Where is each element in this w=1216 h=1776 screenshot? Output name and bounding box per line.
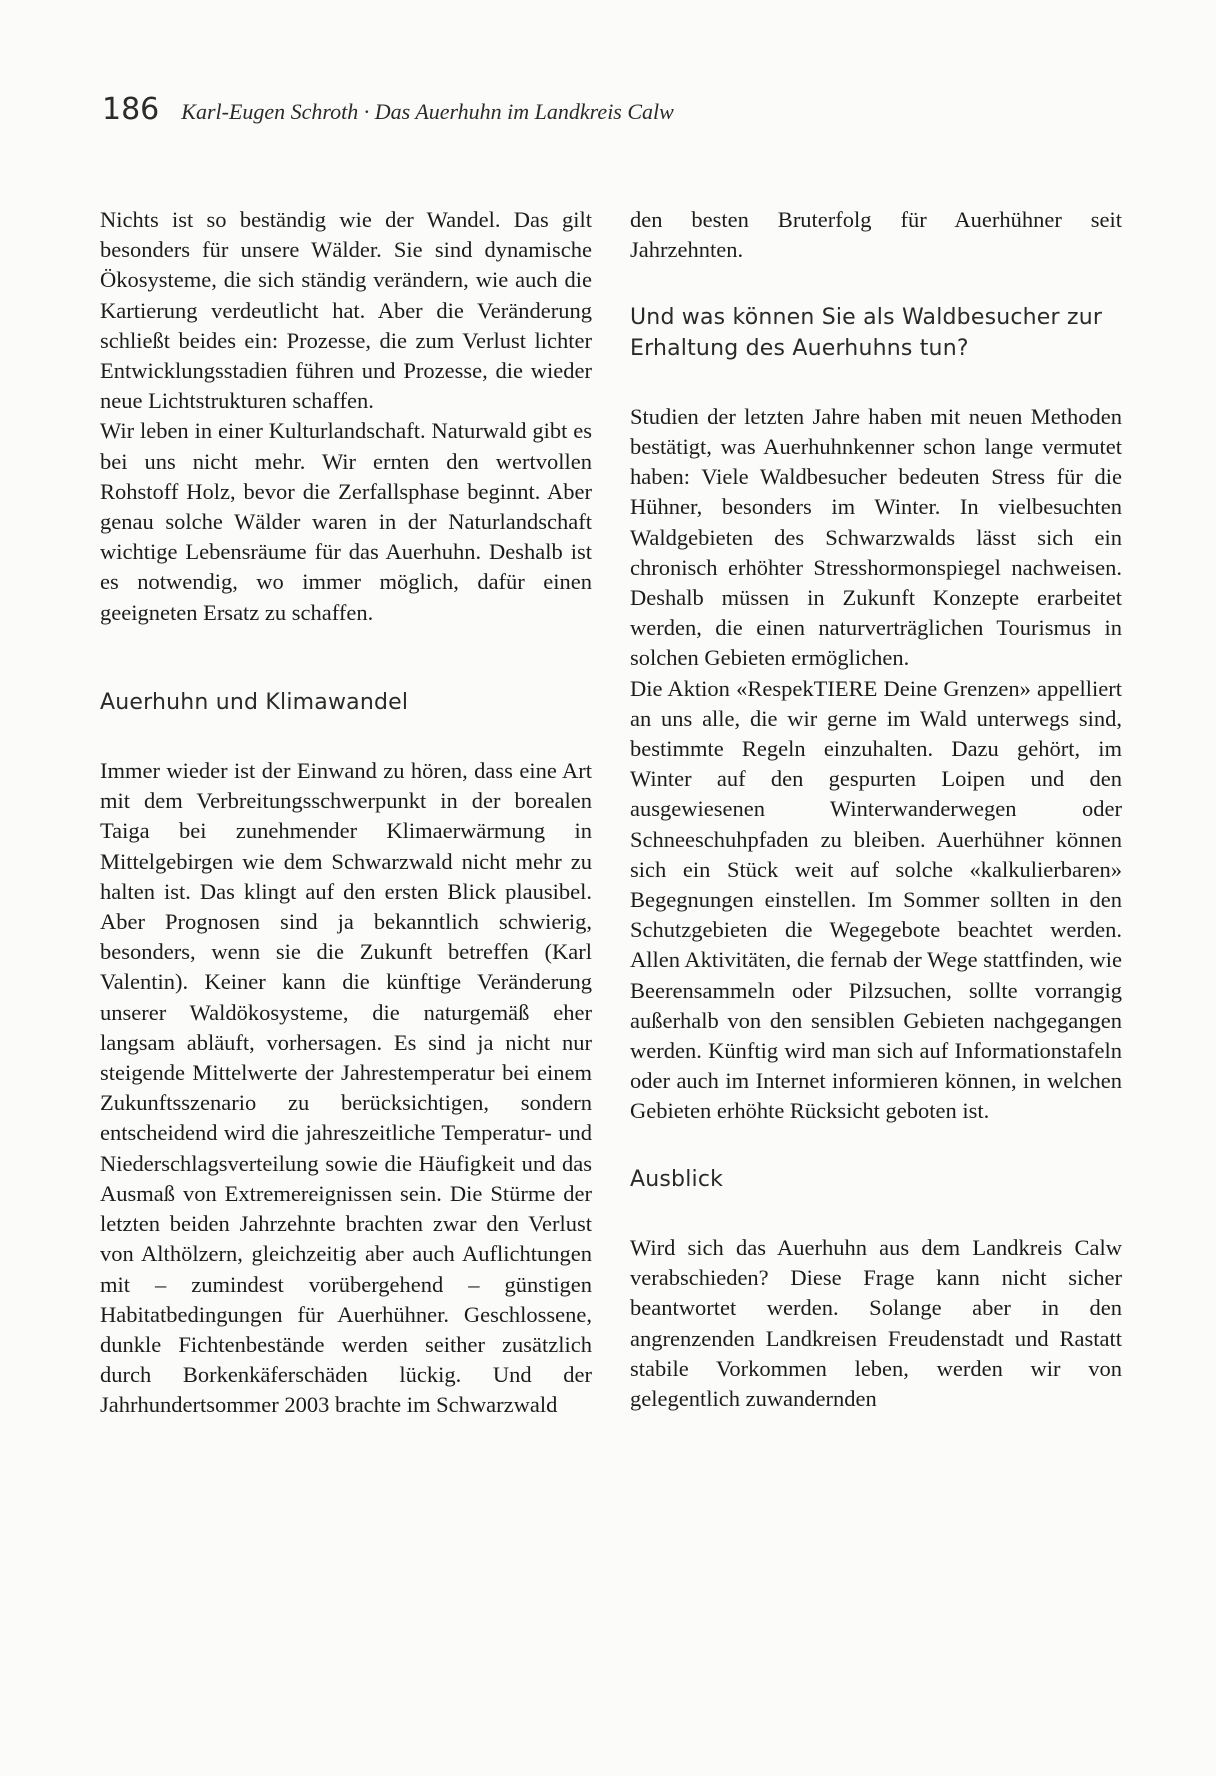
paragraph-ausblick: Wird sich das Auerhuhn aus dem Landkreis Calw verabschieden? Diese Frage kann nicht sicher beantwortet werden. Solange aber in den angrenzenden Landkreisen Freudenstadt und Rastatt stabile Vorkommen leben, werden wir von gelegentlich zuwandernden [630, 1234, 1122, 1411]
paragraph-studien: Studien der letzten Jahre haben mit neuen Methoden bestätigt, was Auerhuhnkenner schon lange vermutet haben: Viele Waldbesucher bedeuten Stress für die Hühner, besonders im Winter. In vielbesuchten Waldgebieten des Schwarzwalds lässt sich ein chronisch erhöhter Stresshormonspiegel nachweisen. Deshalb müssen in Zukunft Konzepte erarbeitet werden, die einen naturverträglichen Tourismus in solchen Gebieten ermöglichen. [630, 403, 1122, 671]
paragraph-bruterfolg: den besten Bruterfolg für Auerhühner seit Jahrzehnten. [630, 207, 1122, 263]
page-number: 186 [102, 92, 160, 127]
paragraph-kulturlandschaft: Wir leben in einer Kulturlandschaft. Naturwald gibt es bei uns nicht mehr. Wir ernten den wertvollen Rohstoff Holz, bevor die Zerfallsphase beginnt. Aber genau solche Wälder waren in der Naturlandschaft wichtige Lebensräume für das Auerhuhn. Deshalb ist es notwendig, wo immer möglich, dafür einen geeigneten Ersatz zu schaffen. [100, 418, 592, 625]
running-title: Karl-Eugen Schroth · Das Auerhuhn im Landkreis Calw [181, 99, 674, 124]
paragraph-wandel: Nichts ist so beständig wie der Wandel. Das gilt besonders für unsere Wälder. Sie sind dynamische Ökosysteme, die sich ständig verändern, wie auch die Kartierung verdeutlicht hat. Aber die Veränderung schließt beides ein: Prozesse, die zum Verlust lichter Entwicklungsstadien führen und Prozesse, die wieder neue Lichtstrukturen schaffen. [100, 207, 592, 414]
left-column [100, 205, 592, 1421]
right-column [630, 205, 1122, 1414]
paragraph-klimawandel: Immer wieder ist der Einwand zu hören, dass eine Art mit dem Verbreitungsschwerpunkt in der borealen Taiga bei zunehmender Klimaerwärmung in Mittelgebirgen wie dem Schwarzwald nicht mehr zu halten ist. Das klingt auf den ersten Blick plausibel. Aber Prognosen sind ja bekanntlich schwierig, besonders, wenn sie die Zukunft betreffen (Karl Valentin). Keiner kann die künftige Veränderung unserer Waldökosysteme, die naturgemäß eher langsam abläuft, vorhersagen. Es sind ja nicht nur steigende Mittelwerte der Jahrestemperatur bei einem Zukunftsszenario zu berücksichtigen, sondern entscheidend wird die jahreszeitliche Temperatur- und Niederschlagsverteilung sowie die Häufigkeit und das Ausmaß von Extremereignissen sein. Die Stürme der letzten beiden Jahrzehnte brachten zwar den Verlust von Althölzern, gleichzeitig aber auch Auflichtungen mit – zumindest vorübergehend – günstigen Habitatbedingungen für Auerhühner. Geschlossene, dunkle Fichtenbestände werden seither zusätzlich durch Borkenkäferschäden lückig. Und der Jahrhundertsommer 2003 brachte im Schwarzwald [100, 758, 592, 1418]
heading-ausblick: Ausblick [630, 1166, 724, 1192]
heading-waldbesucher: Und was können Sie als Waldbesucher zur Erhaltung des Auerhuhns tun? [630, 305, 1103, 361]
heading-klimawandel: Auerhuhn und Klimawandel [100, 689, 409, 715]
running-header [102, 92, 674, 127]
paragraph-respektiere: Die Aktion «RespekTIERE Deine Grenzen» appelliert an uns alle, die wir gerne im Wald unterwegs sind, bestimmte Regeln einzuhalten. Dazu gehört, im Winter auf den gespurten Loipen und den ausgewiesenen Winterwanderwegen oder Schneeschuhpfaden zu bleiben. Auerhühner können sich ein Stück weit auf solche «kalkulierbaren» Begegnungen einstellen. Im Sommer sollten in den Schutzgebieten die Wegegebote beachtet werden. Allen Aktivitäten, die fernab der Wege stattfinden, wie Beerensammeln oder Pilzsuchen, sollte vorrangig außerhalb von den sensiblen Gebieten nachgegangen werden. Künftig wird man sich auf Informationstafeln oder auch im Internet informieren können, in welchen Gebieten erhöhte Rücksicht geboten ist. [630, 675, 1122, 1124]
